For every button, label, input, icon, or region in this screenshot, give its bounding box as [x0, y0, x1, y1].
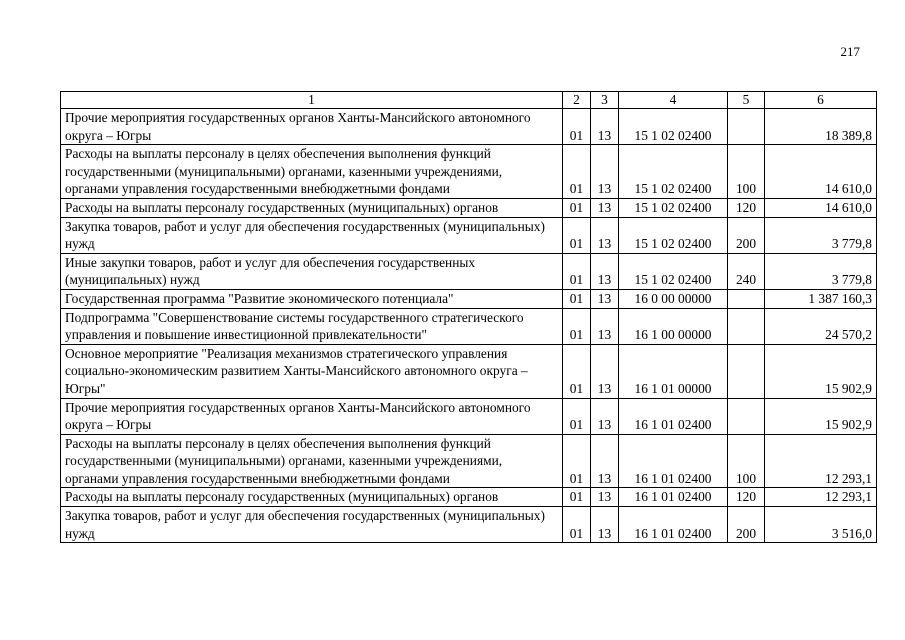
subsection-code-cell: 13 — [591, 289, 619, 308]
subsection-code-cell: 13 — [591, 198, 619, 217]
section-code-cell: 01 — [563, 217, 591, 253]
expense-name-cell: Расходы на выплаты персоналу в целях обеспечения выполнения функций государственными (муниципальными) органами, казенными учреждениями, органами управления государственными внебюджетными фондами — [61, 434, 563, 488]
expense-name-cell: Подпрограмма "Совершенствование системы государственного стратегического управления и повышение инвестиционной привлекательности" — [61, 308, 563, 344]
table-row — [61, 398, 877, 434]
expense-name-cell: Государственная программа "Развитие экономического потенциала" — [61, 289, 563, 308]
section-code-cell: 01 — [563, 289, 591, 308]
amount-cell: 14 610,0 — [765, 145, 877, 199]
table-header-row — [61, 92, 877, 109]
expense-name-cell: Основное мероприятие "Реализация механизмов стратегического управления социально-экономическим развитием Ханты-Мансийского автономного округа – Югры" — [61, 344, 563, 398]
expense-name-cell: Закупка товаров, работ и услуг для обеспечения государственных (муниципальных) нужд — [61, 507, 563, 543]
amount-cell: 3 516,0 — [765, 507, 877, 543]
subsection-code-cell: 13 — [591, 434, 619, 488]
expense-type-cell: 120 — [728, 198, 765, 217]
expense-name-cell: Расходы на выплаты персоналу государственных (муниципальных) органов — [61, 488, 563, 507]
subsection-code-cell: 13 — [591, 398, 619, 434]
expense-type-cell: 200 — [728, 507, 765, 543]
amount-cell: 3 779,8 — [765, 253, 877, 289]
subsection-code-cell: 13 — [591, 145, 619, 199]
expense-name-cell: Прочие мероприятия государственных органов Ханты-Мансийского автономного округа – Югры — [61, 109, 563, 145]
amount-cell: 1 387 160,3 — [765, 289, 877, 308]
section-code-cell: 01 — [563, 507, 591, 543]
target-article-cell: 16 1 01 02400 — [619, 398, 728, 434]
section-code-cell: 01 — [563, 308, 591, 344]
expense-type-cell — [728, 344, 765, 398]
target-article-cell: 16 1 00 00000 — [619, 308, 728, 344]
table-body — [61, 92, 877, 543]
expense-type-cell — [728, 398, 765, 434]
subsection-code-cell: 13 — [591, 308, 619, 344]
table-row — [61, 145, 877, 199]
amount-cell: 12 293,1 — [765, 488, 877, 507]
page-number: 217 — [840, 44, 860, 59]
expense-name-cell: Расходы на выплаты персоналу в целях обеспечения выполнения функций государственными (муниципальными) органами, казенными учреждениями, органами управления государственными внебюджетными фондами — [61, 145, 563, 199]
amount-cell: 12 293,1 — [765, 434, 877, 488]
amount-cell: 24 570,2 — [765, 308, 877, 344]
amount-cell: 15 902,9 — [765, 344, 877, 398]
amount-cell: 15 902,9 — [765, 398, 877, 434]
amount-cell: 18 389,8 — [765, 109, 877, 145]
subsection-code-cell: 13 — [591, 217, 619, 253]
section-code-cell: 01 — [563, 198, 591, 217]
expense-type-cell: 200 — [728, 217, 765, 253]
section-code-cell: 01 — [563, 398, 591, 434]
target-article-cell: 16 1 01 02400 — [619, 434, 728, 488]
header-cell-6: 6 — [765, 92, 877, 109]
header-cell-3: 3 — [591, 92, 619, 109]
amount-cell: 14 610,0 — [765, 198, 877, 217]
section-code-cell: 01 — [563, 109, 591, 145]
target-article-cell: 15 1 02 02400 — [619, 198, 728, 217]
table-row — [61, 253, 877, 289]
header-cell-5: 5 — [728, 92, 765, 109]
subsection-code-cell: 13 — [591, 253, 619, 289]
target-article-cell: 15 1 02 02400 — [619, 253, 728, 289]
target-article-cell: 16 1 01 00000 — [619, 344, 728, 398]
subsection-code-cell: 13 — [591, 488, 619, 507]
expense-name-cell: Закупка товаров, работ и услуг для обеспечения государственных (муниципальных) нужд — [61, 217, 563, 253]
amount-cell: 3 779,8 — [765, 217, 877, 253]
table-row — [61, 217, 877, 253]
subsection-code-cell: 13 — [591, 507, 619, 543]
table-row — [61, 507, 877, 543]
expense-name-cell: Иные закупки товаров, работ и услуг для обеспечения государственных (муниципальных) нужд — [61, 253, 563, 289]
header-cell-1: 1 — [61, 92, 563, 109]
section-code-cell: 01 — [563, 488, 591, 507]
expense-type-cell: 100 — [728, 145, 765, 199]
target-article-cell: 16 1 01 02400 — [619, 488, 728, 507]
section-code-cell: 01 — [563, 434, 591, 488]
target-article-cell: 15 1 02 02400 — [619, 109, 728, 145]
expense-type-cell — [728, 109, 765, 145]
expense-type-cell: 240 — [728, 253, 765, 289]
target-article-cell: 16 0 00 00000 — [619, 289, 728, 308]
header-cell-4: 4 — [619, 92, 728, 109]
budget-table — [60, 91, 877, 543]
expense-type-cell: 120 — [728, 488, 765, 507]
expense-name-cell: Прочие мероприятия государственных органов Ханты-Мансийского автономного округа – Югры — [61, 398, 563, 434]
table-row — [61, 344, 877, 398]
subsection-code-cell: 13 — [591, 344, 619, 398]
target-article-cell: 15 1 02 02400 — [619, 217, 728, 253]
expense-type-cell — [728, 289, 765, 308]
section-code-cell: 01 — [563, 145, 591, 199]
target-article-cell: 15 1 02 02400 — [619, 145, 728, 199]
subsection-code-cell: 13 — [591, 109, 619, 145]
table-row — [61, 434, 877, 488]
table-row — [61, 198, 877, 217]
table-row — [61, 109, 877, 145]
table-row — [61, 308, 877, 344]
section-code-cell: 01 — [563, 344, 591, 398]
header-cell-2: 2 — [563, 92, 591, 109]
target-article-cell: 16 1 01 02400 — [619, 507, 728, 543]
expense-type-cell — [728, 308, 765, 344]
table-row — [61, 488, 877, 507]
expense-name-cell: Расходы на выплаты персоналу государственных (муниципальных) органов — [61, 198, 563, 217]
section-code-cell: 01 — [563, 253, 591, 289]
expense-type-cell: 100 — [728, 434, 765, 488]
table-row — [61, 289, 877, 308]
